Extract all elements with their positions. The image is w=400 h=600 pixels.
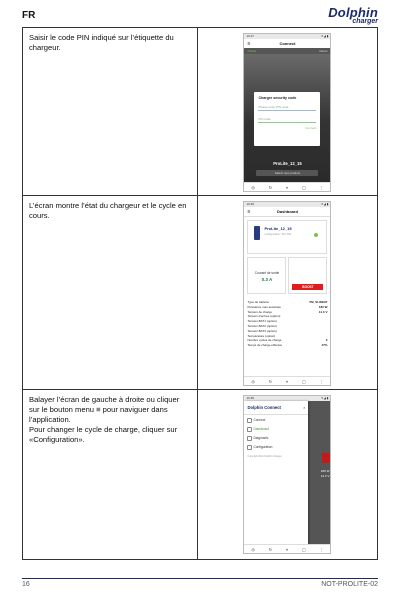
phone-screenshot-connect bbox=[243, 33, 331, 192]
status-table-row bbox=[247, 343, 327, 348]
nav-icon: ↻ bbox=[268, 184, 273, 190]
status-time: 10:48 bbox=[246, 202, 254, 206]
drawer-item bbox=[244, 424, 308, 433]
instruction-text bbox=[23, 28, 198, 196]
row-key: Puissance max autorisée bbox=[247, 304, 281, 309]
row-key: Tension BAT1 (option) bbox=[247, 319, 277, 324]
drawer-title: Dolphin Connect bbox=[247, 405, 281, 410]
drawer-item bbox=[244, 415, 308, 424]
instruction-text bbox=[23, 196, 198, 390]
nav-icon: ⏸ bbox=[285, 378, 288, 384]
status-icons: ▾ ◢ ▮ bbox=[321, 396, 329, 400]
row-key: Température (option) bbox=[247, 333, 276, 338]
nav-icon: ↻ bbox=[268, 378, 273, 384]
device-name: ProLite_12_15 bbox=[264, 226, 292, 231]
status-icons: ▾ ◢ ▮ bbox=[321, 202, 329, 206]
device-card bbox=[247, 220, 327, 254]
drawer-item bbox=[244, 442, 308, 451]
close-icon: × bbox=[303, 405, 306, 410]
row-key: Tension BAT2 (option) bbox=[247, 323, 277, 328]
nav-icon: ⏸ bbox=[285, 184, 288, 190]
drawer-item bbox=[244, 433, 308, 442]
tab-online: Online bbox=[247, 49, 257, 53]
page-number: 16 bbox=[22, 581, 30, 588]
nav-icon: ⋮ bbox=[319, 546, 324, 552]
nav-icon: ↻ bbox=[268, 546, 273, 552]
instruction-text bbox=[23, 390, 198, 560]
status-icons: ▾ ◢ ▮ bbox=[321, 34, 329, 38]
pin-input: PIN code bbox=[258, 117, 316, 123]
navigation-drawer bbox=[244, 401, 308, 545]
language-code: FR bbox=[22, 10, 36, 21]
nav-icon: ⏸ bbox=[285, 546, 288, 552]
dimmed-background bbox=[308, 401, 330, 545]
row-key: Tension de charge bbox=[247, 309, 272, 314]
drawer-header bbox=[244, 401, 308, 415]
tab-demo: Demo bbox=[319, 49, 328, 53]
dialog-title: Charger security code bbox=[258, 96, 297, 100]
product-name: ProLite_12_15 bbox=[273, 161, 302, 166]
row-key: Tension BAT3 (option) bbox=[247, 328, 277, 333]
charger-icon bbox=[254, 226, 260, 240]
phone-screenshot-dashboard bbox=[243, 201, 331, 386]
link-icon bbox=[247, 418, 252, 423]
gear-icon bbox=[247, 445, 252, 450]
dialog-connect-button: Connect bbox=[305, 126, 317, 130]
instruction-row bbox=[23, 28, 378, 196]
logo-sub-text: charger bbox=[352, 18, 378, 25]
current-card bbox=[247, 257, 286, 294]
boost-strip bbox=[322, 453, 330, 463]
battery-card bbox=[288, 257, 327, 294]
diagnostic-icon bbox=[247, 436, 252, 441]
footer-rule bbox=[22, 578, 378, 579]
dolphin-charger-logo bbox=[328, 6, 378, 25]
security-code-dialog bbox=[254, 92, 320, 146]
drawer-item-label: Dashboard bbox=[253, 426, 270, 431]
step-1-text: Saisir le code PIN indiqué sur l’étiquette du chargeur. bbox=[29, 33, 174, 52]
nav-icon: ▢ bbox=[301, 546, 306, 552]
shade-value: 14.3 V bbox=[320, 474, 330, 478]
row-value: 14.3 V bbox=[318, 309, 328, 314]
dashboard-icon bbox=[247, 427, 252, 432]
tab-bar bbox=[244, 48, 330, 54]
screenshot-cell bbox=[197, 28, 377, 196]
instruction-row bbox=[23, 390, 378, 560]
device-subtitle: Configuration: 12V 15A bbox=[264, 233, 292, 236]
nav-icon: ▢ bbox=[301, 184, 306, 190]
copyright: Copyright 2021 Dolphin Charger bbox=[247, 455, 282, 458]
nav-icon: ◎ bbox=[251, 546, 255, 552]
menu-icon: ≡ bbox=[247, 208, 251, 215]
nav-bar bbox=[244, 544, 330, 553]
nav-icon: ▢ bbox=[301, 378, 306, 384]
drawer-item-label: Connect bbox=[253, 417, 266, 422]
status-time: 10:48 bbox=[246, 396, 254, 400]
menu-icon: ≡ bbox=[247, 40, 251, 47]
nav-bar bbox=[244, 182, 330, 191]
row-value: 0 bbox=[325, 338, 328, 343]
app-title: Connect bbox=[279, 41, 296, 46]
status-dot-icon bbox=[314, 233, 318, 237]
drawer-item-label: Diagnostic bbox=[253, 435, 269, 440]
drawer-items bbox=[244, 415, 308, 451]
step-2-text: L’écran montre l’état du chargeur et le cycle en cours. bbox=[29, 201, 187, 220]
dialog-hint: Please enter PIN code bbox=[258, 105, 316, 111]
row-value: 180 W bbox=[318, 304, 328, 309]
row-key: Nombre cycles de charge bbox=[247, 338, 282, 343]
screenshot-cell bbox=[197, 196, 377, 390]
nav-icon: ⋮ bbox=[319, 378, 324, 384]
shade-value: 180 W bbox=[320, 469, 330, 473]
document-reference: NOT-PROLITE-02 bbox=[321, 581, 378, 588]
nav-icon: ◎ bbox=[251, 184, 255, 190]
app-bar bbox=[244, 207, 330, 217]
select-product-button: Select new product bbox=[256, 170, 318, 176]
background-values bbox=[321, 469, 330, 479]
app-title: Dashboard bbox=[277, 209, 298, 214]
nav-bar bbox=[244, 376, 330, 385]
current-label: Courant de sortie bbox=[254, 271, 280, 275]
nav-icon: ⋮ bbox=[319, 184, 324, 190]
status-time: 10:47 bbox=[246, 34, 254, 38]
nav-icon: ◎ bbox=[251, 378, 255, 384]
row-key: Type de batterie bbox=[247, 300, 269, 304]
instruction-row bbox=[23, 196, 378, 390]
step-3-text: Balayer l’écran de gauche à droite ou cliquer sur le bouton menu ≡ pour naviguer dans l’application. Pour changer le cycle de charge, cliquer sur «Configuration». bbox=[29, 395, 180, 444]
current-value: 0.3 A bbox=[261, 277, 273, 282]
drawer-item-label: Configuration bbox=[253, 444, 273, 449]
status-table bbox=[247, 300, 327, 348]
summary-cards bbox=[247, 257, 327, 294]
row-value: PB_SLIDE97 bbox=[309, 300, 328, 304]
row-key: Temps de charge effectué bbox=[247, 343, 282, 348]
row-key: Tension d'entrée (option) bbox=[247, 314, 281, 319]
row-value: 47% bbox=[321, 343, 328, 348]
logo-main-text: Dolphin bbox=[328, 5, 378, 20]
screenshot-cell bbox=[197, 390, 377, 560]
phone-screenshot-menu bbox=[243, 395, 331, 554]
boost-button: BOOST bbox=[292, 284, 323, 290]
instruction-table bbox=[22, 27, 378, 560]
